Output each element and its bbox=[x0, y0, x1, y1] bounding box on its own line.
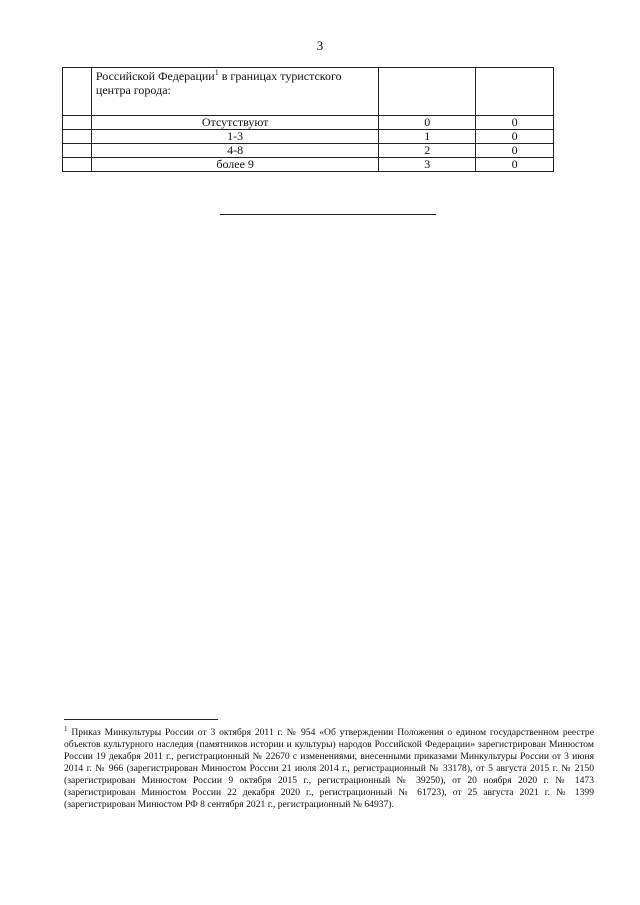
table-cell-number bbox=[63, 130, 92, 144]
row-value1: 3 bbox=[379, 158, 476, 172]
table-cell-number bbox=[63, 116, 92, 130]
row-value2: 0 bbox=[476, 116, 554, 130]
footnote-divider bbox=[64, 719, 218, 720]
footnote-mark: 1 bbox=[64, 725, 68, 733]
row-label: 1-3 bbox=[91, 130, 378, 144]
table-cell-number bbox=[63, 68, 92, 116]
table-row bbox=[63, 130, 554, 144]
row-value1: 2 bbox=[379, 144, 476, 158]
table-cell-number bbox=[63, 144, 92, 158]
table-cell-value1 bbox=[379, 68, 476, 116]
page-number: 3 bbox=[316, 38, 324, 53]
footnote-text: Приказ Минкультуры России от 3 октября 2011 г. № 954 «Об утверждении Положения о едином государственном реестре объектов культурного наследия (памятников истории и культуры) народов Российской Федерации» зарегистрирован Минюстом России 19 декабря 2011 г., регистрационный № 22670 с изменениями, внесенными приказами Минкультуры России от 3 июня 2014 г. № 966 (зарегистрирован Минюстом России 21 июля 2014 г., регистрационный № 33178), от 5 августа 2015 г. № 2150 (зарегистрирован Минюстом России 9 октября 2015 г., регистрационный № 39250), от 20 ноября 2020 г. № 1473 (зарегистрирован Минюстом России 22 декабря 2020 г., регистрационный № 61723), от 25 августа 2021 г. № 1399 (зарегистрирован Минюстом РФ 8 сентября 2021 г., регистрационный № 64937). bbox=[64, 727, 594, 810]
criterion-description bbox=[91, 68, 378, 116]
criteria-table bbox=[62, 67, 554, 172]
row-label: более 9 bbox=[91, 158, 378, 172]
table-row bbox=[63, 116, 554, 130]
table-cell-value2 bbox=[476, 68, 554, 116]
criterion-text-continued: в границах туристского центра города: bbox=[95, 69, 342, 97]
footnote-reference: 1 bbox=[214, 68, 219, 77]
table-row bbox=[63, 158, 554, 172]
criterion-text: Российской Федерации bbox=[95, 69, 215, 83]
table-cell-number bbox=[63, 158, 92, 172]
table-row bbox=[63, 144, 554, 158]
row-value2: 0 bbox=[476, 158, 554, 172]
footnote bbox=[64, 727, 594, 811]
row-value1: 0 bbox=[379, 116, 476, 130]
table-header-row bbox=[63, 68, 554, 116]
closing-divider bbox=[220, 214, 436, 215]
row-label: 4-8 bbox=[91, 144, 378, 158]
row-value2: 0 bbox=[476, 144, 554, 158]
row-label: Отсутствуют bbox=[91, 116, 378, 130]
row-value1: 1 bbox=[379, 130, 476, 144]
row-value2: 0 bbox=[476, 130, 554, 144]
